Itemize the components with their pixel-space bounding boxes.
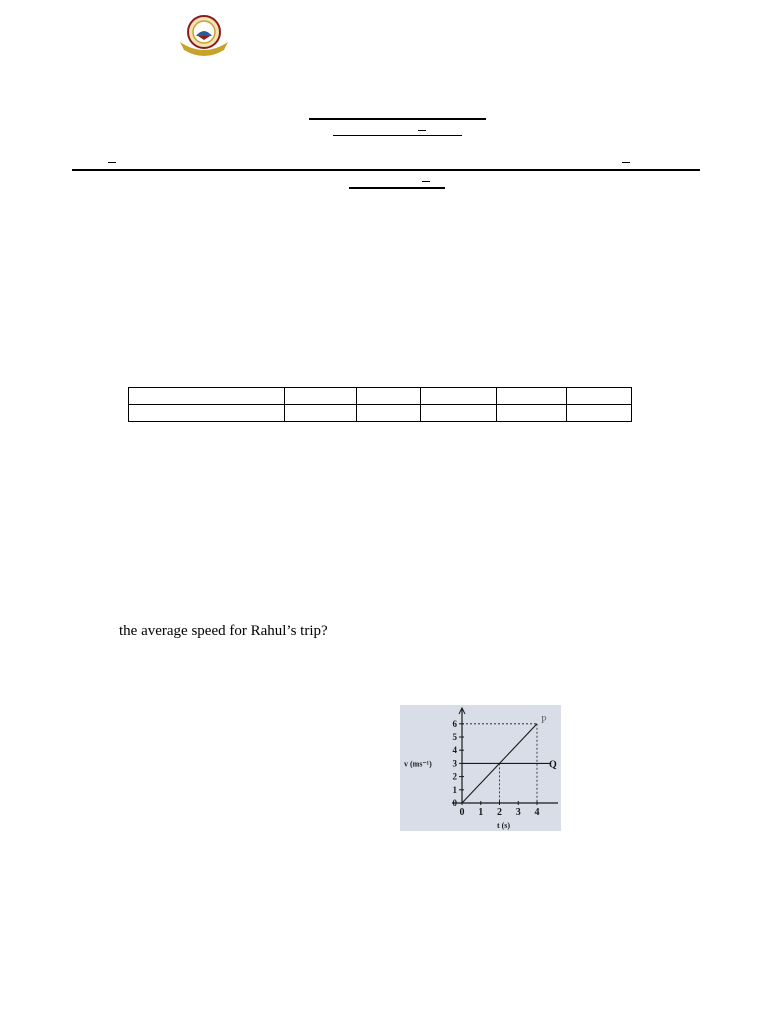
right-dash: [622, 162, 630, 163]
section-underline: [349, 187, 445, 189]
table-cell: [357, 388, 421, 405]
x-tick-label: 4: [534, 807, 540, 818]
y-tick-label: 4: [452, 745, 457, 756]
y-axis-label: v (ms⁻¹): [404, 759, 432, 769]
y-tick-label: 0: [452, 798, 457, 808]
subtitle-underline: [333, 135, 462, 136]
x-tick-label: 3: [515, 807, 521, 818]
table-cell: [285, 388, 357, 405]
title-dash: [418, 130, 426, 131]
table-cell: [421, 405, 497, 422]
x-tick-label: 0: [459, 807, 465, 818]
y-tick-label: 3: [452, 758, 457, 769]
table-cell: [129, 405, 285, 422]
y-tick-label: 1: [452, 784, 457, 795]
graph-svg: [400, 705, 561, 831]
left-dash: [108, 162, 116, 163]
school-logo: [176, 12, 232, 56]
y-tick-label: 5: [452, 732, 457, 742]
y-tick-label: 2: [452, 771, 457, 782]
point-q-label: Q: [549, 759, 557, 771]
table-cell: [421, 388, 497, 405]
y-tick-label: 6: [452, 718, 457, 729]
table-cell: [497, 405, 567, 422]
table-row: [129, 388, 632, 405]
table-cell: [497, 388, 567, 405]
header-divider: [72, 169, 700, 171]
point-p-label: P: [541, 714, 547, 726]
table-cell: [567, 388, 632, 405]
x-axis-label: t (s): [496, 821, 511, 830]
title-underline: [309, 118, 486, 120]
table-cell: [285, 405, 357, 422]
section-dash: [422, 181, 430, 182]
x-tick-label: 2: [497, 807, 502, 818]
question-text: the average speed for Rahul’s trip?: [119, 623, 328, 639]
table-cell: [567, 405, 632, 422]
velocity-time-graph: [400, 705, 561, 831]
table-row: [129, 405, 632, 422]
x-tick-label: 1: [478, 807, 484, 818]
data-table: [128, 387, 632, 422]
table-cell: [357, 405, 421, 422]
table-cell: [129, 388, 285, 405]
